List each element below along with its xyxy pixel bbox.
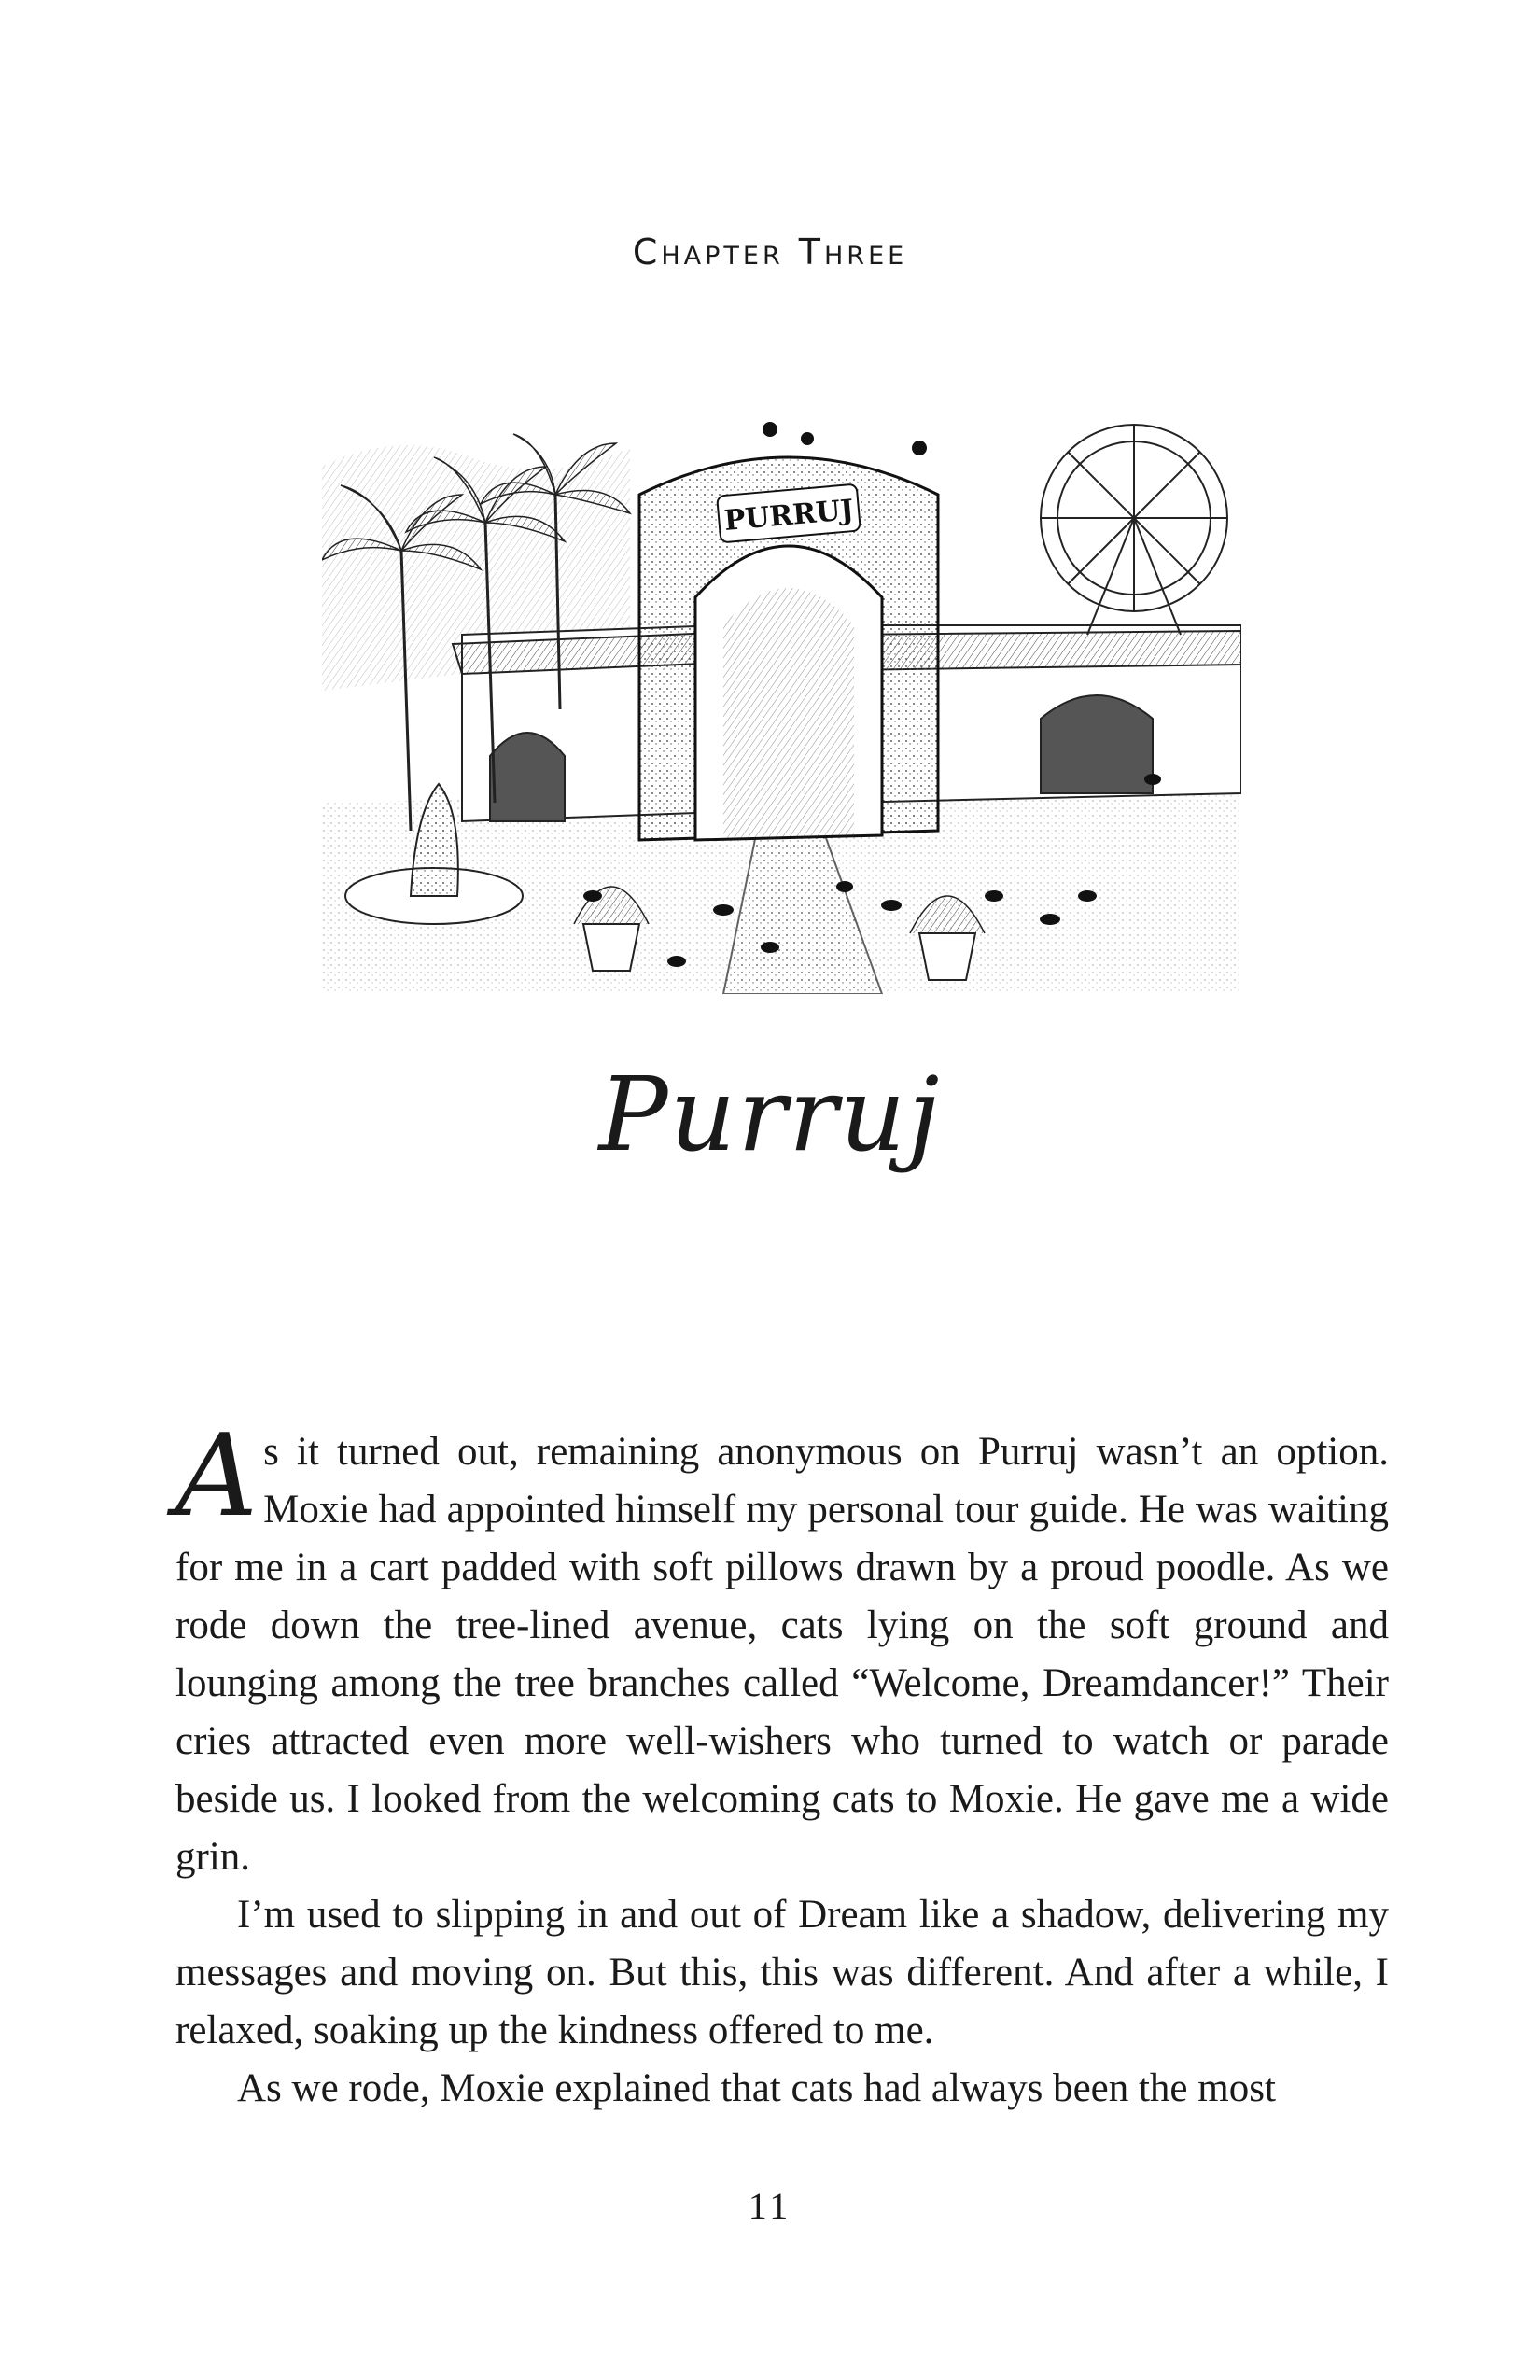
paragraph-1 xyxy=(175,1409,1389,1886)
purruj-gate-illustration xyxy=(322,411,1241,994)
body-text xyxy=(175,1409,1389,2118)
chapter-label: Chapter Three xyxy=(632,231,908,273)
drop-cap: A xyxy=(175,1409,259,1542)
paragraph-2: I’m used to slipping in and out of Dream like a shadow, delivering my messages and moving on. But this, this was different. And after a while, I relaxed, soaking up the kindness offered to me. xyxy=(175,1893,1389,2052)
chapter-title: Purruj xyxy=(598,1055,942,1174)
page-number: 11 xyxy=(748,2185,792,2227)
paragraph-1-text: s it turned out, remaining anonymous on Purruj wasn’t an option. Moxie had appointed himself my personal tour guide. He was waiting for me in a cart padded with soft pillows drawn by a proud poodle. As we rode down the tree-lined avenue, cats lying on the soft ground and lounging among the tree branches called “Welcome, Dreamdancer!” Their cries attracted even more well-wishers who turned to watch or parade beside us. I looked from the welcoming cats to Moxie. He gave me a wide grin. xyxy=(175,1430,1389,1879)
gate-sign: PURRUJ xyxy=(722,494,855,538)
paragraph-3: As we rode, Moxie explained that cats had always been the most xyxy=(237,2066,1276,2110)
